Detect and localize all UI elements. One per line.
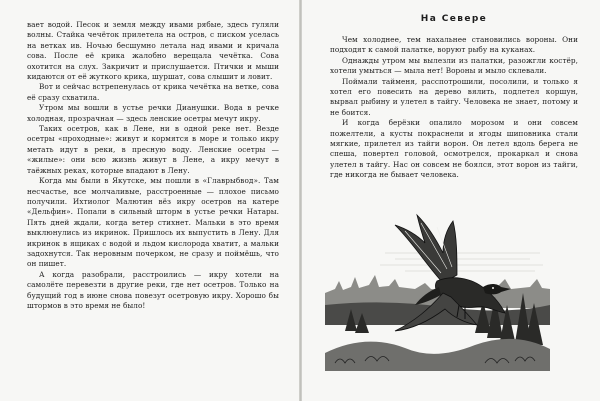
left-page-text: [27, 20, 279, 311]
paragraph: И когда берёзки опалило морозом и они совсем пожелтели, а кусты покраснели и ягоды шиповника стали мягкие, прилетел из тайги ворон. Он летел вдоль берега не спеша, повертел головой, осмотрелся, прокаркал и снова улетел в тайгу. Нас он совсем не боялся, этот ворон из тайги, где никогда не бывает человека.: [330, 118, 578, 180]
paragraph: А когда разобрали, расстроились — икру хотели на самолёте перевезти в другие реки, где нет осетров. Только на будущий год в июне снова повезут осетровую икру. Хорошо бы штормов в это время не было!: [27, 269, 279, 310]
crow-illustration: [325, 213, 550, 371]
paragraph: Утром мы вошли в устье речки Дианушки. Вода в речке холодная, прозрачная — здесь ленские осетры мечут икру.: [27, 103, 279, 123]
right-page-text: [330, 35, 578, 181]
paragraph: Однажды утром мы вылезли из палатки, разожгли костёр, хотели умыться — мыла нет! Вороны и мыло склевали.: [330, 55, 578, 76]
paragraph: Чем холоднее, тем нахальнее становились вороны. Они подходят к самой палатке, воруют рыбу на куканах.: [330, 35, 578, 55]
left-page: [0, 0, 299, 401]
paragraph: Когда мы были в Якутске, мы пошли в «Главрыбвод». Там несчастье, все молчаливые, расстроенные — плохое письмо получили. Ихтиолог Малютин вёз икру осетров на катере «Дельфин». Попали в сильный шторм в устье речки Натары. Пять дней ждали, когда ветер стихнет. Мальки в это время выклюнулись из икринок. Пришлось их выпустить в Лену. Для икринок в ящиках с водой и льдом кислорода хватит, а мальки задохнутся. Так неровным почерком, не сразу и поймёшь, что он пишет.: [27, 176, 279, 269]
paragraph: Вот и сейчас встрепенулась от крика чечётка на ветке, сова её сразу схватила.: [27, 82, 279, 102]
paragraph: Таких осетров, как в Лене, ни в одной реке нет. Везде осетры «проходные»: живут и кормятся в море и только икру метать идут в реки, в пресную воду. Ленские осетры — «жилые»: они всю жизнь живут в Лене, а икру мечут в таёжных реках, которые впадают в Лену.: [27, 124, 279, 175]
chapter-title: На Севере: [420, 14, 488, 24]
paragraph: Поймали тайменя, расспотрошили, посолили, и только я хотел его повесить на дерево вялить, подлетел коршун, вырвал рыбину и улетел в тайгу. Человека не знает, потому и не боится.: [330, 76, 578, 117]
paragraph: вает водой. Песок и земля между ивами рябые, здесь гуляли волны. Стайка чечёток прилетела на остров, с писком уселась на ветках ив. Ночью бесшумно летала над ивами и кричала сова. После её крика жалобно верещала чечётка. Сова охотится на слух. Закричит и прислушается. Птички и мыши кидаются от её жуткого крика, шуршат, сова слышит и ловит.: [27, 20, 279, 82]
